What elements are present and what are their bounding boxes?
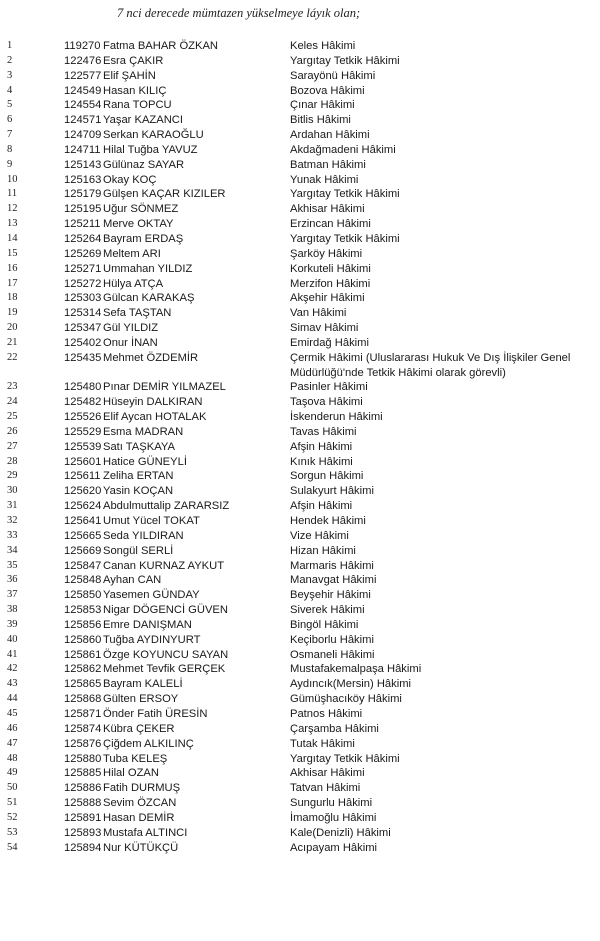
- list-item: [0, 811, 600, 826]
- row-number: 17: [7, 277, 18, 289]
- list-item: [0, 766, 600, 781]
- list-item: [0, 173, 600, 188]
- person-name: Önder Fatih ÜRESİN: [103, 707, 208, 720]
- person-name: Elif Aycan HOTALAK: [103, 411, 207, 424]
- registry-number: 125874: [64, 722, 102, 735]
- person-name: Hilal Tuğba YAVUZ: [103, 143, 198, 156]
- registry-number: 125347: [64, 322, 102, 335]
- row-number: 32: [7, 515, 18, 526]
- row-number: 19: [7, 307, 18, 319]
- registry-number: 125865: [64, 678, 102, 691]
- assigned-position: Sulakyurt Hâkimi: [290, 485, 374, 498]
- row-number: 14: [7, 232, 18, 244]
- registry-number: 125539: [64, 440, 102, 453]
- row-number: 29: [7, 470, 18, 482]
- assigned-position: Yargıtay Tetkik Hâkimi: [290, 54, 400, 67]
- assigned-position: Tatvan Hâkimi: [290, 782, 361, 795]
- row-number: 12: [7, 203, 18, 215]
- assigned-position: Akhisar Hâkimi: [290, 767, 365, 780]
- person-name: Mehmet ÖZDEMİR: [103, 351, 199, 364]
- list-item: [0, 98, 600, 113]
- row-number: 44: [7, 693, 18, 705]
- person-name: Esra ÇAKIR: [103, 54, 164, 67]
- assigned-position: Siverek Hâkimi: [290, 604, 365, 617]
- assigned-position: Pasinler Hâkimi: [290, 381, 368, 394]
- registry-number: 125272: [64, 277, 102, 290]
- list-item: [0, 781, 600, 796]
- assigned-position: Patnos Hâkimi: [290, 707, 363, 720]
- list-item: [0, 158, 600, 173]
- registry-number: 124709: [64, 129, 102, 142]
- person-name: Nigar DÖGENCİ GÜVEN: [103, 604, 228, 617]
- promotion-list: [0, 39, 600, 855]
- person-name: Ummahan YILDIZ: [103, 262, 193, 275]
- assigned-position: Yargıtay Tetkik Hâkimi: [290, 232, 400, 245]
- registry-number: 125850: [64, 589, 102, 602]
- row-number: 46: [7, 722, 18, 734]
- person-name: Pınar DEMİR YILMAZEL: [103, 381, 226, 394]
- list-item: [0, 143, 600, 158]
- assigned-position: Sorgun Hâkimi: [290, 470, 364, 483]
- person-name: Rana TOPCU: [103, 99, 172, 112]
- assigned-position: Ardahan Hâkimi: [290, 129, 370, 142]
- list-item: [0, 648, 600, 663]
- assigned-position: Şarköy Hâkimi: [290, 247, 363, 260]
- registry-number: 122577: [64, 69, 102, 82]
- assigned-position: Mustafakemalpaşa Hâkimi: [290, 663, 422, 676]
- person-name: Canan KURNAZ AYKUT: [103, 559, 225, 572]
- row-number: 5: [7, 99, 13, 111]
- list-item: [0, 484, 600, 499]
- registry-number: 125853: [64, 604, 102, 617]
- registry-number: 125529: [64, 425, 102, 438]
- row-number: 28: [7, 455, 18, 467]
- assigned-position: Keçiborlu Hâkimi: [290, 633, 374, 646]
- person-name: Hatice GÜNEYLİ: [103, 455, 187, 468]
- list-item: [0, 113, 600, 128]
- list-item: [0, 410, 600, 425]
- list-item: [0, 633, 600, 648]
- person-name: Zeliha ERTAN: [103, 470, 174, 483]
- row-number: 3: [7, 69, 13, 81]
- list-item: [0, 618, 600, 633]
- row-number: 38: [7, 604, 18, 616]
- assigned-position: Kale(Denizli) Hâkimi: [290, 826, 391, 839]
- assigned-position: Kınık Hâkimi: [290, 455, 353, 468]
- registry-number: 125641: [64, 515, 102, 527]
- assigned-position: Erzincan Hâkimi: [290, 218, 371, 231]
- assigned-position: Afşin Hâkimi: [290, 440, 353, 453]
- row-number: 11: [7, 188, 18, 200]
- registry-number: 125314: [64, 307, 102, 320]
- list-item: [0, 321, 600, 336]
- list-item: [0, 202, 600, 217]
- list-item: [0, 395, 600, 410]
- list-item: [0, 128, 600, 143]
- registry-number: 125211: [64, 218, 101, 231]
- person-name: Gülşen KAÇAR KIZILER: [103, 188, 226, 201]
- person-name: Yasemen GÜNDAY: [103, 589, 200, 602]
- person-name: Kübra ÇEKER: [103, 722, 175, 735]
- person-name: Emre DANIŞMAN: [103, 618, 192, 631]
- list-item: [0, 217, 600, 232]
- row-number: 42: [7, 663, 18, 675]
- registry-number: 124711: [64, 143, 101, 156]
- person-name: Songül SERLİ: [103, 544, 174, 557]
- registry-number: 125271: [64, 262, 102, 275]
- registry-number: 125848: [64, 574, 102, 587]
- registry-number: 119270: [64, 40, 101, 52]
- registry-number: 125163: [64, 173, 102, 186]
- assigned-position: Acıpayam Hâkimi: [290, 841, 378, 854]
- registry-number: 125264: [64, 232, 102, 245]
- assigned-position: Yunak Hâkimi: [290, 173, 359, 186]
- registry-number: 124571: [64, 114, 102, 127]
- row-number: 18: [7, 292, 18, 304]
- row-number: 54: [7, 841, 18, 853]
- person-name: Fatma BAHAR ÖZKAN: [103, 40, 219, 52]
- list-item: [0, 455, 600, 470]
- person-name: Bayram ERDAŞ: [103, 232, 184, 245]
- registry-number: 125143: [64, 158, 102, 171]
- list-item: [0, 54, 600, 69]
- assigned-position: Batman Hâkimi: [290, 158, 366, 171]
- assigned-position: Gümüşhacıköy Hâkimi: [290, 693, 402, 706]
- assigned-position: Simav Hâkimi: [290, 322, 359, 335]
- list-item: [0, 514, 600, 529]
- row-number: 41: [7, 648, 18, 660]
- list-item: [0, 351, 600, 381]
- row-number: 10: [7, 173, 18, 185]
- person-name: Hasan KILIÇ: [103, 84, 167, 97]
- list-item: [0, 277, 600, 292]
- assigned-position: Yargıtay Tetkik Hâkimi: [290, 188, 400, 201]
- person-name: Sevim ÖZCAN: [103, 797, 177, 810]
- list-item: [0, 677, 600, 692]
- person-name: Gülünaz SAYAR: [103, 158, 185, 171]
- person-name: Özge KOYUNCU SAYAN: [103, 648, 229, 661]
- list-item: [0, 39, 600, 54]
- person-name: Umut Yücel TOKAT: [103, 515, 200, 527]
- assigned-position: Van Hâkimi: [290, 307, 347, 320]
- list-item: [0, 425, 600, 440]
- row-number: 27: [7, 440, 18, 452]
- person-name: Merve OKTAY: [103, 218, 174, 231]
- list-item: [0, 232, 600, 247]
- row-number: 43: [7, 678, 18, 690]
- row-number: 1: [7, 40, 13, 51]
- assigned-position: Emirdağ Hâkimi: [290, 336, 369, 349]
- list-item: [0, 796, 600, 811]
- list-item: [0, 84, 600, 99]
- registry-number: 125885: [64, 767, 102, 780]
- registry-number: 125482: [64, 396, 102, 409]
- assigned-position: Çarşamba Hâkimi: [290, 722, 379, 735]
- list-item: [0, 187, 600, 202]
- registry-number: 125868: [64, 693, 102, 706]
- row-number: 37: [7, 589, 18, 601]
- registry-number: 125888: [64, 797, 102, 810]
- row-number: 35: [7, 559, 18, 571]
- person-name: Gül YILDIZ: [103, 322, 159, 335]
- registry-number: 125876: [64, 737, 102, 750]
- person-name: Nur KÜTÜKÇÜ: [103, 841, 179, 854]
- registry-number: 125195: [64, 203, 102, 216]
- person-name: Fatih DURMUŞ: [103, 782, 181, 795]
- list-item: [0, 573, 600, 588]
- assigned-position: Korkuteli Hâkimi: [290, 262, 371, 275]
- person-name: Mustafa ALTINCI: [103, 826, 188, 839]
- row-number: 51: [7, 797, 18, 809]
- assigned-position: İmamoğlu Hâkimi: [290, 811, 377, 824]
- assigned-position: Manavgat Hâkimi: [290, 574, 377, 587]
- person-name: Tuğba AYDINYURT: [103, 633, 201, 646]
- list-item: [0, 826, 600, 841]
- row-number: 13: [7, 218, 18, 230]
- row-number: 33: [7, 529, 18, 541]
- assigned-position: Bingöl Hâkimi: [290, 618, 359, 631]
- list-item: [0, 291, 600, 306]
- row-number: 21: [7, 336, 18, 348]
- row-number: 26: [7, 425, 18, 437]
- registry-number: 125886: [64, 782, 102, 795]
- row-number: 39: [7, 618, 18, 630]
- person-name: Hülya ATÇA: [103, 277, 164, 290]
- assigned-position: Bitlis Hâkimi: [290, 114, 351, 127]
- person-name: Gülten ERSOY: [103, 693, 179, 706]
- row-number: 48: [7, 752, 18, 764]
- row-number: 23: [7, 381, 18, 393]
- assigned-position: Tutak Hâkimi: [290, 737, 355, 750]
- person-name: Ayhan CAN: [103, 574, 162, 587]
- list-item: [0, 588, 600, 603]
- person-name: Meltem ARI: [103, 247, 161, 260]
- list-item: [0, 306, 600, 321]
- row-number: 40: [7, 633, 18, 645]
- registry-number: 125891: [64, 811, 102, 824]
- assigned-position: Afşin Hâkimi: [290, 500, 353, 513]
- assigned-position: Akşehir Hâkimi: [290, 292, 365, 305]
- registry-number: 125847: [64, 559, 102, 572]
- person-name: Seda YILDIRAN: [103, 529, 184, 542]
- registry-number: 125269: [64, 247, 102, 260]
- registry-number: 125894: [64, 841, 102, 854]
- assigned-position: Aydıncık(Mersin) Hâkimi: [290, 678, 412, 691]
- row-number: 25: [7, 411, 18, 423]
- registry-number: 125435: [64, 351, 102, 364]
- registry-number: 125179: [64, 188, 102, 201]
- row-number: 15: [7, 247, 18, 259]
- row-number: 52: [7, 811, 18, 823]
- registry-number: 125669: [64, 544, 102, 557]
- person-name: Abdulmuttalip ZARARSIZ: [103, 500, 230, 513]
- assigned-position: Beyşehir Hâkimi: [290, 589, 371, 602]
- registry-number: 125871: [64, 707, 102, 720]
- registry-number: 125526: [64, 411, 102, 424]
- person-name: Elif ŞAHİN: [103, 69, 156, 82]
- list-item: [0, 707, 600, 722]
- assigned-position: Çermik Hâkimi (Uluslararası Hukuk Ve Dış İlişkiler Genel Müdürlüğü'nde Tetkik Hâkimi olarak görevli): [290, 351, 571, 379]
- person-name: Onur İNAN: [103, 336, 158, 349]
- assigned-position: Osmaneli Hâkimi: [290, 648, 375, 661]
- list-item: [0, 544, 600, 559]
- row-number: 34: [7, 544, 18, 556]
- person-name: Mehmet Tevfik GERÇEK: [103, 663, 226, 676]
- person-name: Hasan DEMİR: [103, 811, 175, 824]
- registry-number: 125880: [64, 752, 102, 765]
- person-name: Serkan KARAOĞLU: [103, 129, 204, 142]
- list-item: [0, 559, 600, 574]
- row-number: 20: [7, 322, 18, 334]
- row-number: 2: [7, 54, 13, 66]
- row-number: 53: [7, 826, 18, 838]
- list-item: [0, 692, 600, 707]
- person-name: Yasin KOÇAN: [103, 485, 174, 498]
- person-name: Satı TAŞKAYA: [103, 440, 175, 453]
- person-name: Gülcan KARAKAŞ: [103, 292, 195, 305]
- registry-number: 125856: [64, 618, 102, 631]
- list-item: [0, 440, 600, 455]
- person-name: Yaşar KAZANCI: [103, 114, 183, 127]
- assigned-position: Tavas Hâkimi: [290, 425, 357, 438]
- list-item: [0, 262, 600, 277]
- row-number: 50: [7, 782, 18, 794]
- assigned-position: Merzifon Hâkimi: [290, 277, 371, 290]
- row-number: 36: [7, 574, 18, 586]
- row-number: 49: [7, 767, 18, 779]
- assigned-position: Çınar Hâkimi: [290, 99, 355, 112]
- list-item: [0, 737, 600, 752]
- row-number: 8: [7, 143, 13, 155]
- assigned-position: Sungurlu Hâkimi: [290, 797, 373, 810]
- person-name: Okay KOÇ: [103, 173, 157, 186]
- registry-number: 125620: [64, 485, 102, 498]
- registry-number: 125303: [64, 292, 102, 305]
- assigned-position: Hendek Hâkimi: [290, 515, 366, 527]
- row-number: 7: [7, 129, 13, 141]
- list-item: [0, 469, 600, 484]
- list-item: [0, 841, 600, 856]
- assigned-position: Vize Hâkimi: [290, 529, 349, 542]
- row-number: 30: [7, 485, 18, 497]
- person-name: Çiğdem ALKILINÇ: [103, 737, 194, 750]
- row-number: 45: [7, 707, 18, 719]
- person-name: Uğur SÖNMEZ: [103, 203, 179, 216]
- assigned-position: Bozova Hâkimi: [290, 84, 365, 97]
- row-number: 24: [7, 396, 18, 408]
- assigned-position: Keles Hâkimi: [290, 40, 356, 52]
- registry-number: 125860: [64, 633, 102, 646]
- list-item: [0, 380, 600, 395]
- document-heading: 7 nci derecede mümtazen yükselmeye láyık olan;: [117, 6, 361, 20]
- list-item: [0, 752, 600, 767]
- list-item: [0, 247, 600, 262]
- row-number: 22: [7, 351, 18, 363]
- registry-number: 125665: [64, 529, 102, 542]
- assigned-position: Marmaris Hâkimi: [290, 559, 374, 572]
- row-number: 16: [7, 262, 18, 274]
- list-item: [0, 336, 600, 351]
- registry-number: 124554: [64, 99, 102, 112]
- assigned-position: Akhisar Hâkimi: [290, 203, 365, 216]
- row-number: 4: [7, 84, 13, 96]
- person-name: Hilal OZAN: [103, 767, 159, 780]
- assigned-position: Hizan Hâkimi: [290, 544, 356, 557]
- registry-number: 125402: [64, 336, 102, 349]
- registry-number: 125601: [64, 455, 102, 468]
- row-number: 31: [7, 500, 18, 512]
- person-name: Esma MADRAN: [103, 425, 184, 438]
- assigned-position: Sarayönü Hâkimi: [290, 69, 376, 82]
- assigned-position: Akdağmadeni Hâkimi: [290, 143, 396, 156]
- person-name: Sefa TAŞTAN: [103, 307, 172, 320]
- registry-number: 125893: [64, 826, 102, 839]
- registry-number: 125861: [64, 648, 102, 661]
- registry-number: 125862: [64, 663, 102, 676]
- row-number: 9: [7, 158, 13, 170]
- row-number: 47: [7, 737, 18, 749]
- person-name: Tuba KELEŞ: [103, 752, 168, 765]
- person-name: Hüseyin DALKIRAN: [103, 396, 203, 409]
- registry-number: 125480: [64, 381, 102, 394]
- assigned-position: Yargıtay Tetkik Hâkimi: [290, 752, 400, 765]
- registry-number: 122476: [64, 54, 102, 67]
- row-number: 6: [7, 114, 13, 126]
- assigned-position: İskenderun Hâkimi: [290, 411, 383, 424]
- list-item: [0, 529, 600, 544]
- list-item: [0, 722, 600, 737]
- assigned-position: Taşova Hâkimi: [290, 396, 363, 409]
- list-item: [0, 69, 600, 84]
- person-name: Bayram KALELİ: [103, 678, 183, 691]
- list-item: [0, 662, 600, 677]
- list-item: [0, 499, 600, 514]
- registry-number: 124549: [64, 84, 102, 97]
- registry-number: 125624: [64, 500, 102, 513]
- list-item: [0, 603, 600, 618]
- registry-number: 125611: [64, 470, 101, 483]
